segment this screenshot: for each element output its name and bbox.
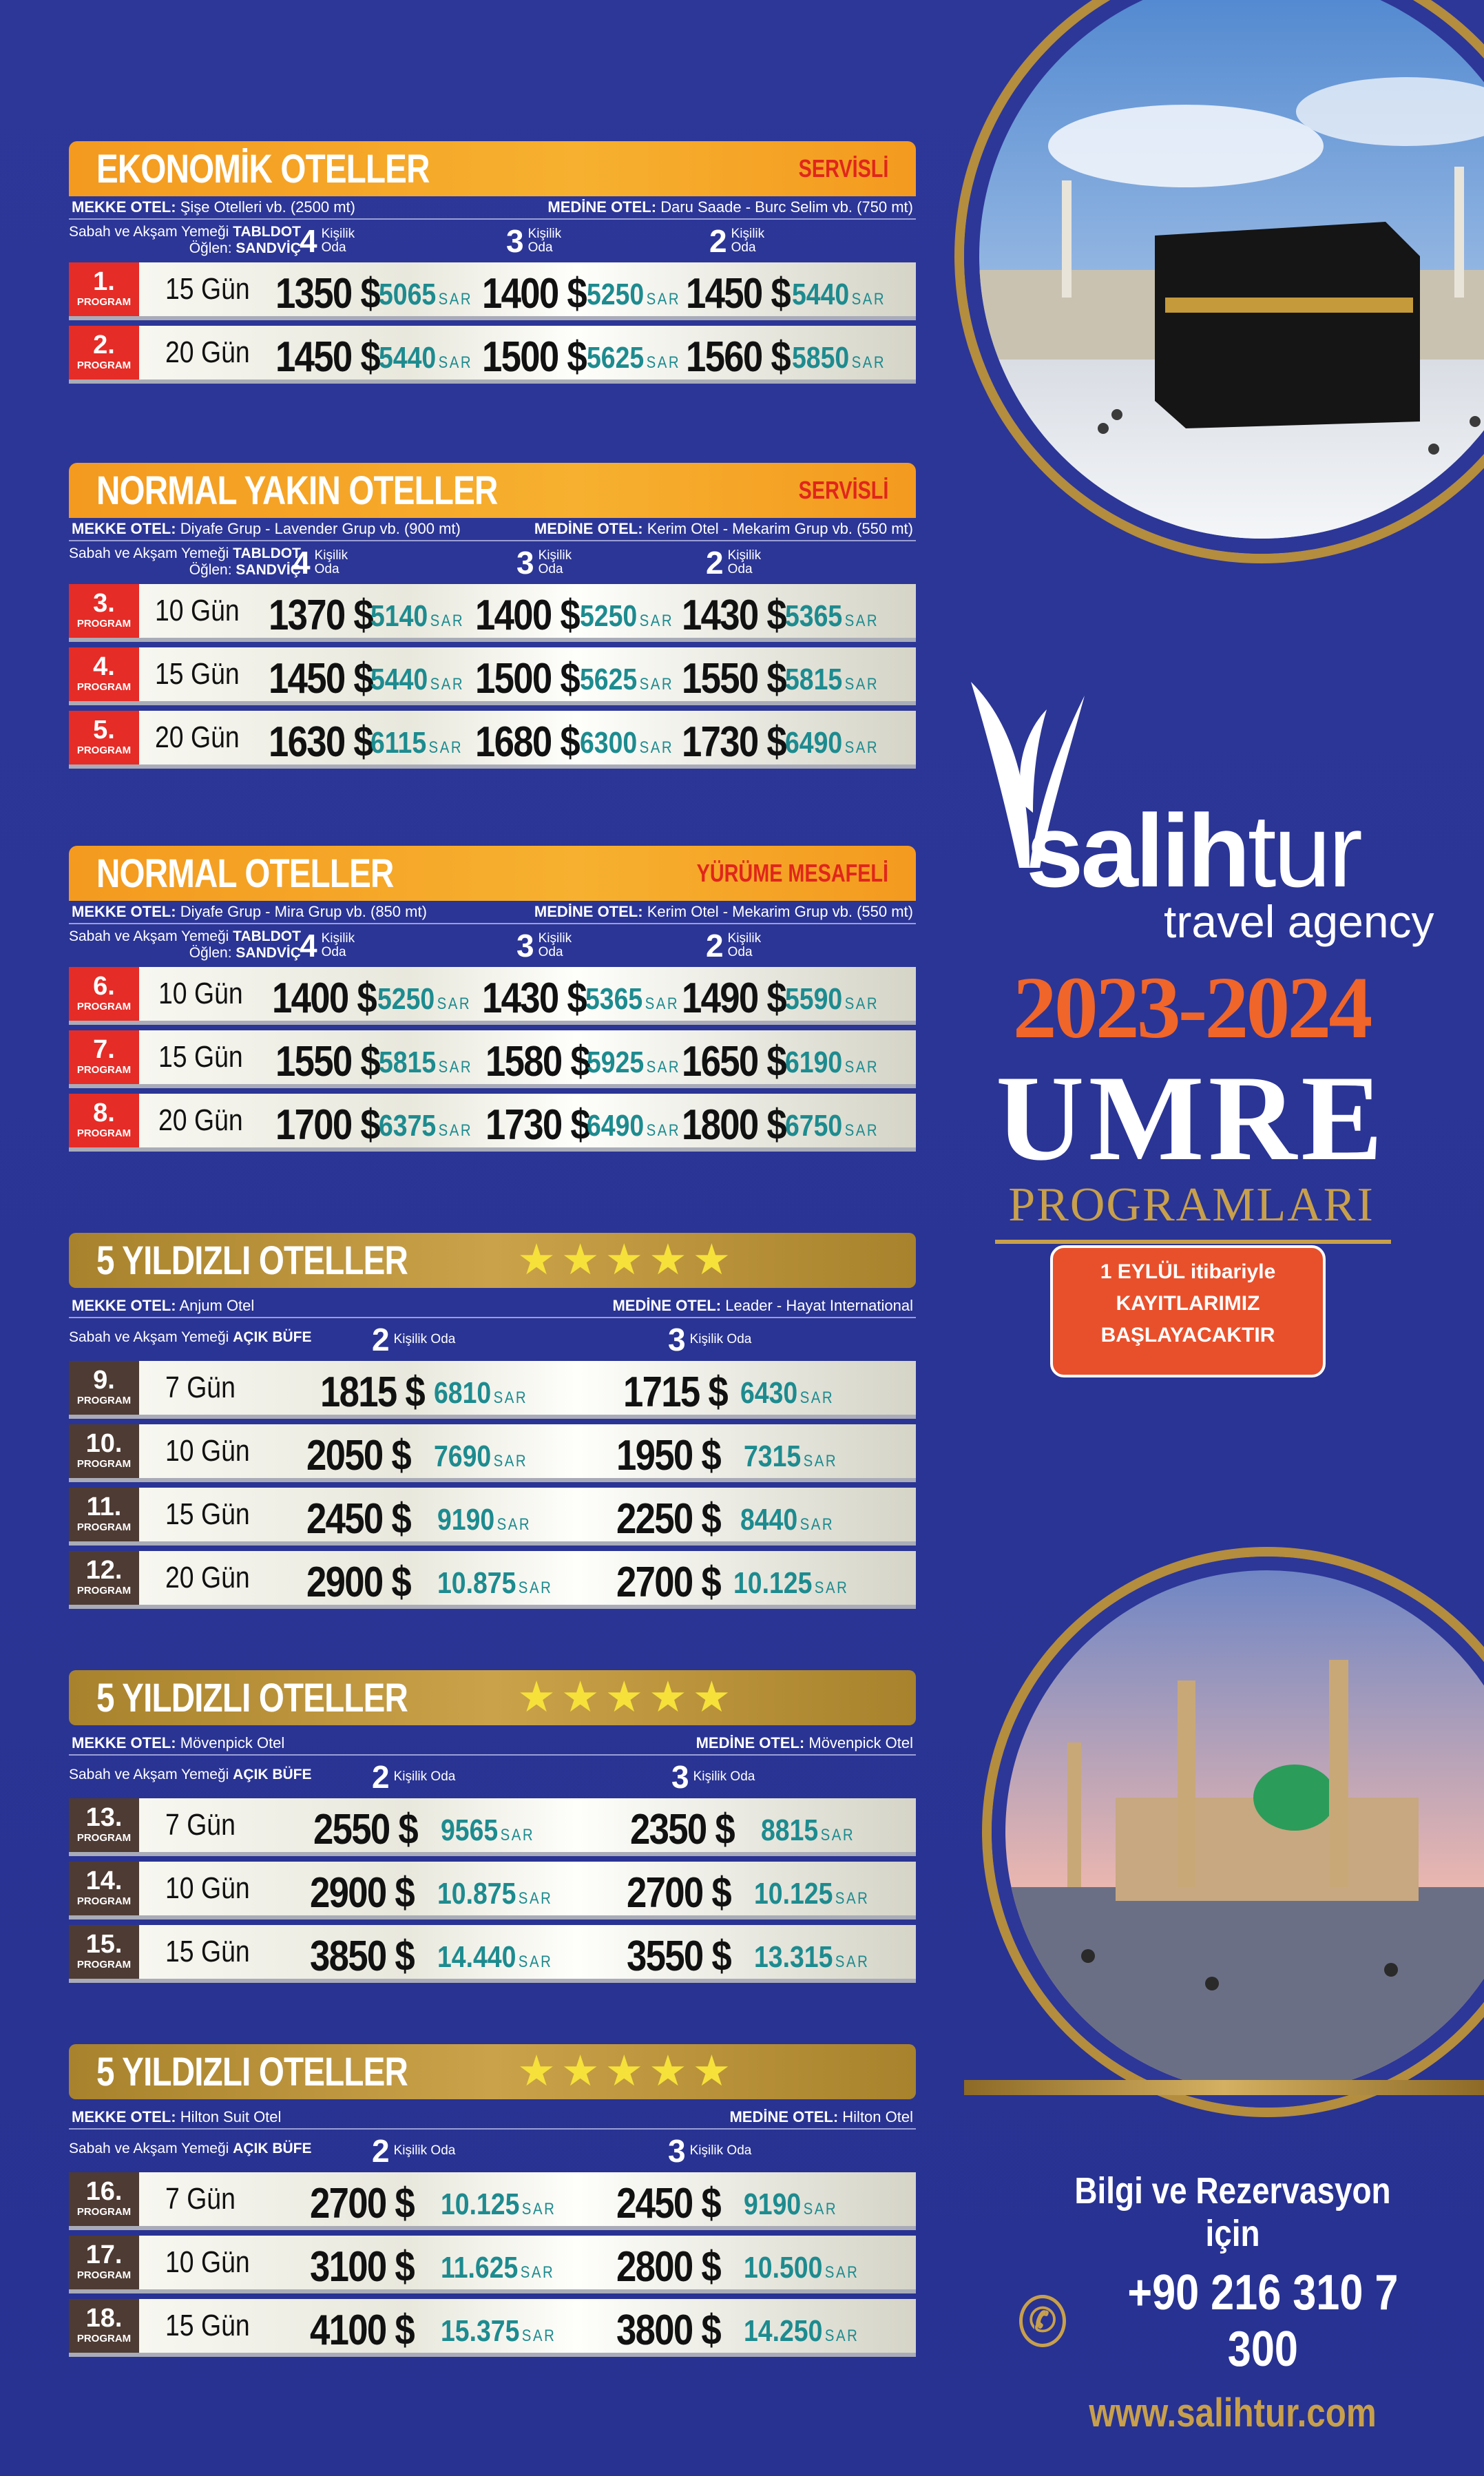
price-sar: 10.875 SAR xyxy=(437,1566,553,1600)
table-row xyxy=(69,1424,916,1482)
program-badge: 6. PROGRAM xyxy=(69,967,139,1021)
occupancy-4: 4 Kişilik Oda xyxy=(300,223,355,259)
price-sar: 7690 SAR xyxy=(434,1439,528,1473)
duration: 10 Gün xyxy=(165,1871,250,1905)
star-icon: ★ xyxy=(692,2048,731,2095)
price-usd: 1500 $ xyxy=(482,333,586,381)
occupancy-2: 2 Kişilik Oda xyxy=(706,928,762,964)
table-row xyxy=(69,584,916,642)
section-header xyxy=(69,141,916,196)
price-sar: 5065 SAR xyxy=(379,278,473,311)
price-usd: 1630 $ xyxy=(269,718,373,766)
occupancy-2: 2 Kişilik Oda xyxy=(709,223,765,259)
price-sar: 5925 SAR xyxy=(587,1045,681,1079)
occupancy-2: 2 Kişilik Oda xyxy=(372,1759,456,1795)
brand-subtitle: travel agency xyxy=(1164,896,1434,947)
medina-photo xyxy=(992,1557,1484,2108)
section-normal-yakin xyxy=(69,463,916,774)
price-usd: 2900 $ xyxy=(306,1559,410,1606)
price-usd: 2900 $ xyxy=(310,1869,414,1917)
program-badge: 16. PROGRAM xyxy=(69,2172,139,2226)
occupancy-4: 4 Kişilik Oda xyxy=(300,928,355,964)
duration: 10 Gün xyxy=(158,977,243,1010)
price-usd: 2350 $ xyxy=(630,1806,734,1853)
hotel-line xyxy=(69,1295,916,1318)
registration-notice: 1 EYLÜL itibariyle KAYITLARIMIZ BAŞLAYACAKTIR xyxy=(1050,1245,1326,1377)
program-badge: 3. PROGRAM xyxy=(69,584,139,638)
star-icon: ★ xyxy=(517,2048,556,2095)
price-sar: 5365 SAR xyxy=(585,982,680,1016)
price-sar: 6490 SAR xyxy=(587,1109,681,1143)
price-usd: 1450 $ xyxy=(269,655,373,703)
price-sar: 5250 SAR xyxy=(377,982,472,1016)
program-badge: 5. PROGRAM xyxy=(69,711,139,764)
mekke-hotel: MEKKE OTEL: Mövenpick Otel xyxy=(72,1734,285,1751)
table-row xyxy=(69,1551,916,1609)
program-badge: 9. PROGRAM xyxy=(69,1361,139,1415)
kaaba-photo xyxy=(964,0,1484,554)
duration: 15 Gün xyxy=(155,657,240,691)
table-row xyxy=(69,1094,916,1152)
section-title: NORMAL OTELLER xyxy=(96,851,394,896)
price-usd: 1650 $ xyxy=(682,1038,786,1085)
price-usd: 1350 $ xyxy=(275,270,379,318)
price-sar: 6810 SAR xyxy=(434,1376,528,1410)
price-sar: 8815 SAR xyxy=(761,1813,855,1847)
price-usd: 2700 $ xyxy=(616,1559,720,1606)
star-icon: ★ xyxy=(605,1236,644,1284)
price-usd: 1450 $ xyxy=(275,333,379,381)
meal-line xyxy=(69,220,916,262)
program-badge: 18. PROGRAM xyxy=(69,2299,139,2353)
price-usd: 1815 $ xyxy=(320,1369,424,1416)
price-sar: 6300 SAR xyxy=(580,726,674,760)
price-usd: 1550 $ xyxy=(275,1038,379,1085)
price-usd: 2050 $ xyxy=(306,1432,410,1479)
price-sar: 5590 SAR xyxy=(785,982,879,1016)
meal-info: Sabah ve Akşam Yemeği AÇIK BÜFE xyxy=(69,2141,312,2156)
star-icon: ★ xyxy=(561,1674,600,1721)
hotel-line xyxy=(69,901,916,924)
price-sar: 13.315 SAR xyxy=(754,1940,870,1974)
medine-hotel: MEDİNE OTEL: Mövenpick Otel xyxy=(696,1734,913,1751)
meal-info: Sabah ve Akşam Yemeği TABLDOT Öğlen: SANDVİÇ xyxy=(69,224,301,256)
table-row xyxy=(69,1030,916,1088)
section-header xyxy=(69,2044,916,2099)
table-row xyxy=(69,1361,916,1419)
star-icon: ★ xyxy=(649,1674,687,1721)
section-normal xyxy=(69,846,916,1157)
price-usd: 3800 $ xyxy=(616,2307,720,2354)
price-usd: 1800 $ xyxy=(682,1101,786,1149)
medine-hotel: MEDİNE OTEL: Kerim Otel - Mekarim Grup vb. (550 mt) xyxy=(534,520,913,537)
star-icon: ★ xyxy=(649,2048,687,2095)
section-tag: SERVİSLİ xyxy=(798,476,888,504)
meal-line xyxy=(69,541,916,584)
phone-icon: ✆ xyxy=(1019,2295,1066,2347)
meal-line xyxy=(69,1756,916,1798)
duration: 20 Gün xyxy=(165,335,250,369)
price-usd: 2450 $ xyxy=(616,2180,720,2227)
price-usd: 2550 $ xyxy=(313,1806,417,1853)
price-sar: 8440 SAR xyxy=(740,1503,835,1537)
hotel-line xyxy=(69,2106,916,2130)
contact-label: Bilgi ve Rezervasyon için xyxy=(1074,2170,1391,2254)
price-usd: 4100 $ xyxy=(310,2307,414,2354)
table-row xyxy=(69,1798,916,1856)
price-sar: 5250 SAR xyxy=(587,278,681,311)
program-badge: 15. PROGRAM xyxy=(69,1925,139,1979)
price-usd: 1400 $ xyxy=(475,592,579,639)
price-usd: 1370 $ xyxy=(269,592,373,639)
occupancy-3: 3 Kişilik Oda xyxy=(506,223,562,259)
star-icon: ★ xyxy=(561,1236,600,1284)
duration: 20 Gün xyxy=(155,720,240,754)
table-row xyxy=(69,1925,916,1983)
star-icon: ★ xyxy=(561,2048,600,2095)
price-sar: 9190 SAR xyxy=(744,2187,838,2221)
price-sar: 15.375 SAR xyxy=(441,2314,556,2348)
table-row xyxy=(69,2172,916,2230)
section-tag: SERVİSLİ xyxy=(798,154,888,183)
price-sar: 5625 SAR xyxy=(587,341,681,375)
price-usd: 1730 $ xyxy=(682,718,786,766)
brand-name: salihtur xyxy=(1026,793,1360,908)
section-title: 5 YILDIZLI OTELLER xyxy=(96,1238,408,1283)
price-sar: 6490 SAR xyxy=(785,726,879,760)
duration: 15 Gün xyxy=(165,272,250,306)
price-sar: 5815 SAR xyxy=(785,663,879,696)
price-usd: 1700 $ xyxy=(275,1101,379,1149)
price-sar: 5365 SAR xyxy=(785,599,879,633)
headline-title: UMRE xyxy=(996,1050,1387,1186)
program-badge: 13. PROGRAM xyxy=(69,1798,139,1852)
gold-divider xyxy=(964,2080,1484,2095)
meal-info: Sabah ve Akşam Yemeği AÇIK BÜFE xyxy=(69,1767,312,1782)
price-sar: 7315 SAR xyxy=(744,1439,838,1473)
price-sar: 6375 SAR xyxy=(379,1109,473,1143)
program-badge: 1. PROGRAM xyxy=(69,262,139,316)
price-usd: 1490 $ xyxy=(682,975,786,1022)
price-sar: 10.875 SAR xyxy=(437,1877,553,1911)
table-row xyxy=(69,262,916,320)
medine-hotel: MEDİNE OTEL: Kerim Otel - Mekarim Grup vb. (550 mt) xyxy=(534,903,913,920)
occupancy-3: 3 Kişilik Oda xyxy=(668,1322,752,1357)
star-icon: ★ xyxy=(605,1674,644,1721)
star-icon: ★ xyxy=(692,1674,731,1721)
duration: 15 Gün xyxy=(158,1040,243,1074)
price-usd: 1580 $ xyxy=(485,1038,589,1085)
price-usd: 2250 $ xyxy=(616,1495,720,1543)
price-sar: 14.250 SAR xyxy=(744,2314,859,2348)
website-link[interactable]: www.salihtur.com xyxy=(1089,2391,1377,2435)
mekke-hotel: MEKKE OTEL: Diyafe Grup - Lavender Grup vb. (900 mt) xyxy=(72,520,461,537)
table-row xyxy=(69,2299,916,2357)
price-usd: 1400 $ xyxy=(272,975,376,1022)
star-icon: ★ xyxy=(517,1236,556,1284)
price-sar: 6750 SAR xyxy=(785,1109,879,1143)
program-badge: 14. PROGRAM xyxy=(69,1862,139,1915)
duration: 20 Gün xyxy=(165,1561,250,1594)
price-usd: 2700 $ xyxy=(310,2180,414,2227)
duration: 10 Gün xyxy=(155,594,240,627)
price-sar: 6430 SAR xyxy=(740,1376,835,1410)
section-title: 5 YILDIZLI OTELLER xyxy=(96,1675,408,1720)
duration: 10 Gün xyxy=(165,2245,250,2279)
mekke-hotel: MEKKE OTEL: Diyafe Grup - Mira Grup vb. (850 mt) xyxy=(72,903,427,920)
section-5-yildiz-movenpick xyxy=(69,1670,916,1988)
table-row xyxy=(69,647,916,705)
star-icon: ★ xyxy=(517,1674,556,1721)
price-usd: 1550 $ xyxy=(682,655,786,703)
occupancy-3: 3 Kişilik Oda xyxy=(516,545,572,581)
section-title: 5 YILDIZLI OTELLER xyxy=(96,2049,408,2094)
price-usd: 1500 $ xyxy=(475,655,579,703)
price-sar: 11.625 SAR xyxy=(441,2251,555,2285)
section-title: EKONOMİK OTELLER xyxy=(96,146,430,191)
meal-info: Sabah ve Akşam Yemeği AÇIK BÜFE xyxy=(69,1329,312,1345)
price-sar: 9190 SAR xyxy=(437,1503,532,1537)
duration: 7 Gün xyxy=(165,1808,236,1842)
section-5-yildiz-anjum xyxy=(69,1233,916,1614)
duration: 15 Gün xyxy=(165,1497,250,1531)
duration: 10 Gün xyxy=(165,1434,250,1468)
contact-block xyxy=(1019,2170,1446,2436)
meal-line xyxy=(69,1318,916,1361)
star-rating xyxy=(517,1236,731,1284)
price-usd: 1715 $ xyxy=(623,1369,727,1416)
contact-phone[interactable]: ✆ +90 216 310 7 300 xyxy=(1019,2265,1446,2378)
price-sar: 6190 SAR xyxy=(785,1045,879,1079)
headline-subtitle: PROGRAMLARI xyxy=(1008,1178,1375,1231)
meal-line xyxy=(69,2130,916,2172)
price-usd: 2450 $ xyxy=(306,1495,410,1543)
meal-line xyxy=(69,924,916,967)
occupancy-2: 2 Kişilik Oda xyxy=(372,1322,456,1357)
star-icon: ★ xyxy=(649,1236,687,1284)
price-sar: 5815 SAR xyxy=(379,1045,473,1079)
price-usd: 1950 $ xyxy=(616,1432,720,1479)
price-usd: 1680 $ xyxy=(475,718,579,766)
hotel-line xyxy=(69,196,916,220)
price-sar: 10.125 SAR xyxy=(441,2187,556,2221)
price-sar: 6115 SAR xyxy=(370,726,463,760)
section-5-yildiz-hilton xyxy=(69,2044,916,2362)
program-badge: 17. PROGRAM xyxy=(69,2236,139,2289)
occupancy-3: 3 Kişilik Oda xyxy=(671,1759,755,1795)
price-usd: 1730 $ xyxy=(485,1101,589,1149)
table-row xyxy=(69,711,916,769)
price-usd: 1450 $ xyxy=(686,270,790,318)
price-sar: 9565 SAR xyxy=(441,1813,535,1847)
price-sar: 5440 SAR xyxy=(370,663,465,696)
price-usd: 3850 $ xyxy=(310,1933,414,1980)
mekke-hotel: MEKKE OTEL: Anjum Otel xyxy=(72,1297,255,1314)
meal-info: Sabah ve Akşam Yemeği TABLDOT Öğlen: SANDVİÇ xyxy=(69,928,301,961)
star-icon: ★ xyxy=(605,2048,644,2095)
price-sar: 14.440 SAR xyxy=(437,1940,553,1974)
price-sar: 5140 SAR xyxy=(370,599,465,633)
program-badge: 4. PROGRAM xyxy=(69,647,139,701)
price-usd: 1430 $ xyxy=(682,592,786,639)
occupancy-2: 2 Kişilik Oda xyxy=(372,2133,456,2169)
section-title: NORMAL YAKIN OTELLER xyxy=(96,468,498,513)
price-usd: 1400 $ xyxy=(482,270,586,318)
price-sar: 5250 SAR xyxy=(580,599,674,633)
price-usd: 2800 $ xyxy=(616,2243,720,2291)
price-usd: 3550 $ xyxy=(627,1933,731,1980)
program-badge: 12. PROGRAM xyxy=(69,1551,139,1605)
program-years: 2023-2024 xyxy=(1012,959,1370,1057)
table-row xyxy=(69,2236,916,2293)
star-rating xyxy=(517,1676,731,1719)
meal-info: Sabah ve Akşam Yemeği TABLDOT Öğlen: SANDVİÇ xyxy=(69,545,301,578)
mekke-hotel: MEKKE OTEL: Şişe Otelleri vb. (2500 mt) xyxy=(72,198,355,216)
occupancy-4: 4 Kişilik Oda xyxy=(293,545,348,581)
duration: 7 Gün xyxy=(165,1371,236,1404)
section-header xyxy=(69,463,916,518)
duration: 15 Gün xyxy=(165,1935,250,1968)
section-ekonomik xyxy=(69,141,916,389)
program-badge: 8. PROGRAM xyxy=(69,1094,139,1147)
price-sar: 5850 SAR xyxy=(792,341,886,375)
price-usd: 3100 $ xyxy=(310,2243,414,2291)
duration: 20 Gün xyxy=(158,1103,243,1137)
occupancy-3: 3 Kişilik Oda xyxy=(668,2133,752,2169)
section-header xyxy=(69,1670,916,1725)
occupancy-3: 3 Kişilik Oda xyxy=(516,928,572,964)
gold-rule xyxy=(995,1240,1391,1244)
table-row xyxy=(69,967,916,1025)
program-badge: 10. PROGRAM xyxy=(69,1424,139,1478)
section-header xyxy=(69,1233,916,1288)
duration: 7 Gün xyxy=(165,2182,236,2216)
price-usd: 2700 $ xyxy=(627,1869,731,1917)
star-rating xyxy=(517,2050,731,2093)
program-badge: 2. PROGRAM xyxy=(69,326,139,379)
medine-hotel: MEDİNE OTEL: Leader - Hayat International xyxy=(612,1297,913,1314)
duration: 15 Gün xyxy=(165,2309,250,2342)
hotel-line xyxy=(69,518,916,541)
price-sar: 5440 SAR xyxy=(792,278,886,311)
price-sar: 5625 SAR xyxy=(580,663,674,696)
medine-hotel: MEDİNE OTEL: Hilton Otel xyxy=(729,2108,913,2125)
section-tag: YÜRÜME MESAFELİ xyxy=(696,859,888,887)
occupancy-2: 2 Kişilik Oda xyxy=(706,545,762,581)
price-sar: 10.125 SAR xyxy=(733,1566,849,1600)
price-sar: 10.500 SAR xyxy=(744,2251,859,2285)
star-icon: ★ xyxy=(692,1236,731,1284)
price-sar: 5440 SAR xyxy=(379,341,473,375)
medine-hotel: MEDİNE OTEL: Daru Saade - Burc Selim vb. (750 mt) xyxy=(547,198,913,216)
hotel-line xyxy=(69,1732,916,1756)
section-header xyxy=(69,846,916,901)
table-row xyxy=(69,1862,916,1920)
table-row xyxy=(69,326,916,384)
price-usd: 1560 $ xyxy=(686,333,790,381)
mekke-hotel: MEKKE OTEL: Hilton Suit Otel xyxy=(72,2108,282,2125)
program-badge: 11. PROGRAM xyxy=(69,1488,139,1541)
program-badge: 7. PROGRAM xyxy=(69,1030,139,1084)
price-usd: 1430 $ xyxy=(482,975,586,1022)
price-sar: 10.125 SAR xyxy=(754,1877,870,1911)
table-row xyxy=(69,1488,916,1546)
